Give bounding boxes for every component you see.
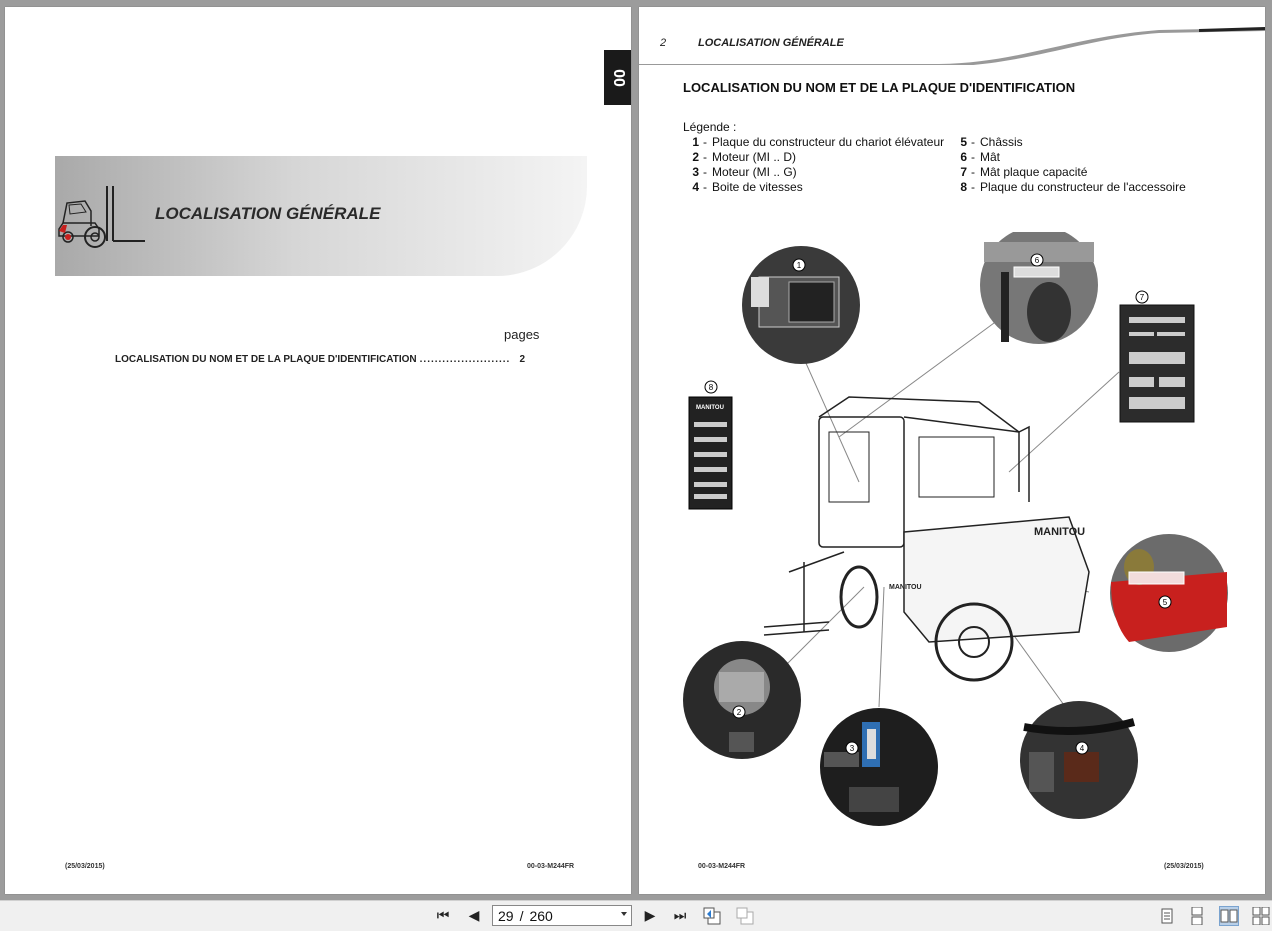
chapter-banner <box>55 156 587 276</box>
footer-date: (25/03/2015) <box>65 863 105 870</box>
brand-text-small: MANITOU <box>889 584 922 591</box>
forklift-logo-icon <box>55 181 150 251</box>
next-page-icon[interactable]: ▶ <box>644 908 656 924</box>
footer-ref: 00-03-M244FR <box>698 863 746 870</box>
pdf-toolbar <box>0 900 1272 931</box>
footer-date: (25/03/2015) <box>1164 863 1204 870</box>
callout-8-accessory-plate <box>689 381 732 509</box>
chevron-down-icon[interactable] <box>621 912 627 916</box>
total-pages: 260 <box>529 907 553 924</box>
prev-page-icon[interactable]: ◀ <box>468 908 480 924</box>
page-separator: / <box>519 907 524 924</box>
legend-item: 8 - Plaque du constructeur de l'accessoire <box>960 180 1186 194</box>
legend-column-1 <box>683 135 944 195</box>
first-page-icon[interactable]: ⏮ <box>436 908 450 924</box>
callout-3-detail <box>820 708 938 826</box>
callout-number: 2 <box>736 708 742 717</box>
header-title: LOCALISATION GÉNÉRALE <box>698 37 844 49</box>
header-page-number: 2 <box>660 37 667 49</box>
toc-entry-title: LOCALISATION DU NOM ET DE LA PLAQUE D'IDENTIFICATION <box>115 354 417 365</box>
page-number-input[interactable] <box>492 905 632 926</box>
legend-item: 2 - Moteur (MI .. D) <box>692 150 797 164</box>
legend-item: 5 - Châssis <box>960 135 1023 149</box>
footer-ref: 00-03-M244FR <box>527 863 575 870</box>
go-back-view-icon[interactable] <box>703 907 721 925</box>
callout-number: 3 <box>849 744 855 753</box>
callout-number: 5 <box>1162 598 1168 607</box>
go-forward-view-icon[interactable] <box>736 907 754 925</box>
toc-dots: ........................ <box>419 354 511 365</box>
callout-5-detail <box>1110 534 1228 652</box>
two-page-continuous-view-icon[interactable] <box>1252 907 1270 925</box>
toc-entry-page: 2 <box>519 354 525 365</box>
callout-number: 7 <box>1139 293 1145 302</box>
callout-number: 4 <box>1079 744 1085 753</box>
chapter-tab-left: 00 <box>604 50 631 105</box>
section-title: LOCALISATION DU NOM ET DE LA PLAQUE D'IDENTIFICATION <box>683 80 1076 95</box>
brand-text: MANITOU <box>1034 526 1086 538</box>
callout-number: 6 <box>1034 256 1040 265</box>
single-page-view-icon[interactable] <box>1158 907 1176 925</box>
callout-1-detail <box>742 246 860 364</box>
legend-title: Légende : <box>683 120 737 134</box>
two-page-view-icon[interactable] <box>1220 907 1238 925</box>
callout-7-capacity-plate <box>1120 291 1194 422</box>
legend-item: 4 - Boite de vitesses <box>692 180 803 194</box>
brand-text-plate: MANITOU <box>696 405 724 411</box>
toc-entry[interactable] <box>115 354 525 365</box>
continuous-view-icon[interactable] <box>1188 907 1206 925</box>
callout-number: 1 <box>796 261 802 270</box>
chapter-title: LOCALISATION GÉNÉRALE <box>155 204 381 223</box>
callout-2-detail <box>683 641 801 759</box>
current-page: 29 <box>498 907 514 924</box>
legend-item: 1 - Plaque du constructeur du chariot élévateur <box>692 135 945 149</box>
callout-6-detail <box>980 232 1098 344</box>
legend-item: 6 - Mât <box>960 150 1001 164</box>
last-page-icon[interactable]: ⏭ <box>673 908 687 924</box>
left-page <box>5 7 631 894</box>
right-page <box>639 7 1265 894</box>
legend-item: 3 - Moteur (MI .. G) <box>692 165 797 179</box>
callout-4-detail <box>1020 701 1138 819</box>
legend-item: 7 - Mât plaque capacité <box>960 165 1088 179</box>
legend-column-2 <box>951 135 1186 195</box>
forklift-illustration <box>679 232 1259 832</box>
callout-number: 8 <box>708 383 714 392</box>
pages-label: pages <box>504 327 540 342</box>
